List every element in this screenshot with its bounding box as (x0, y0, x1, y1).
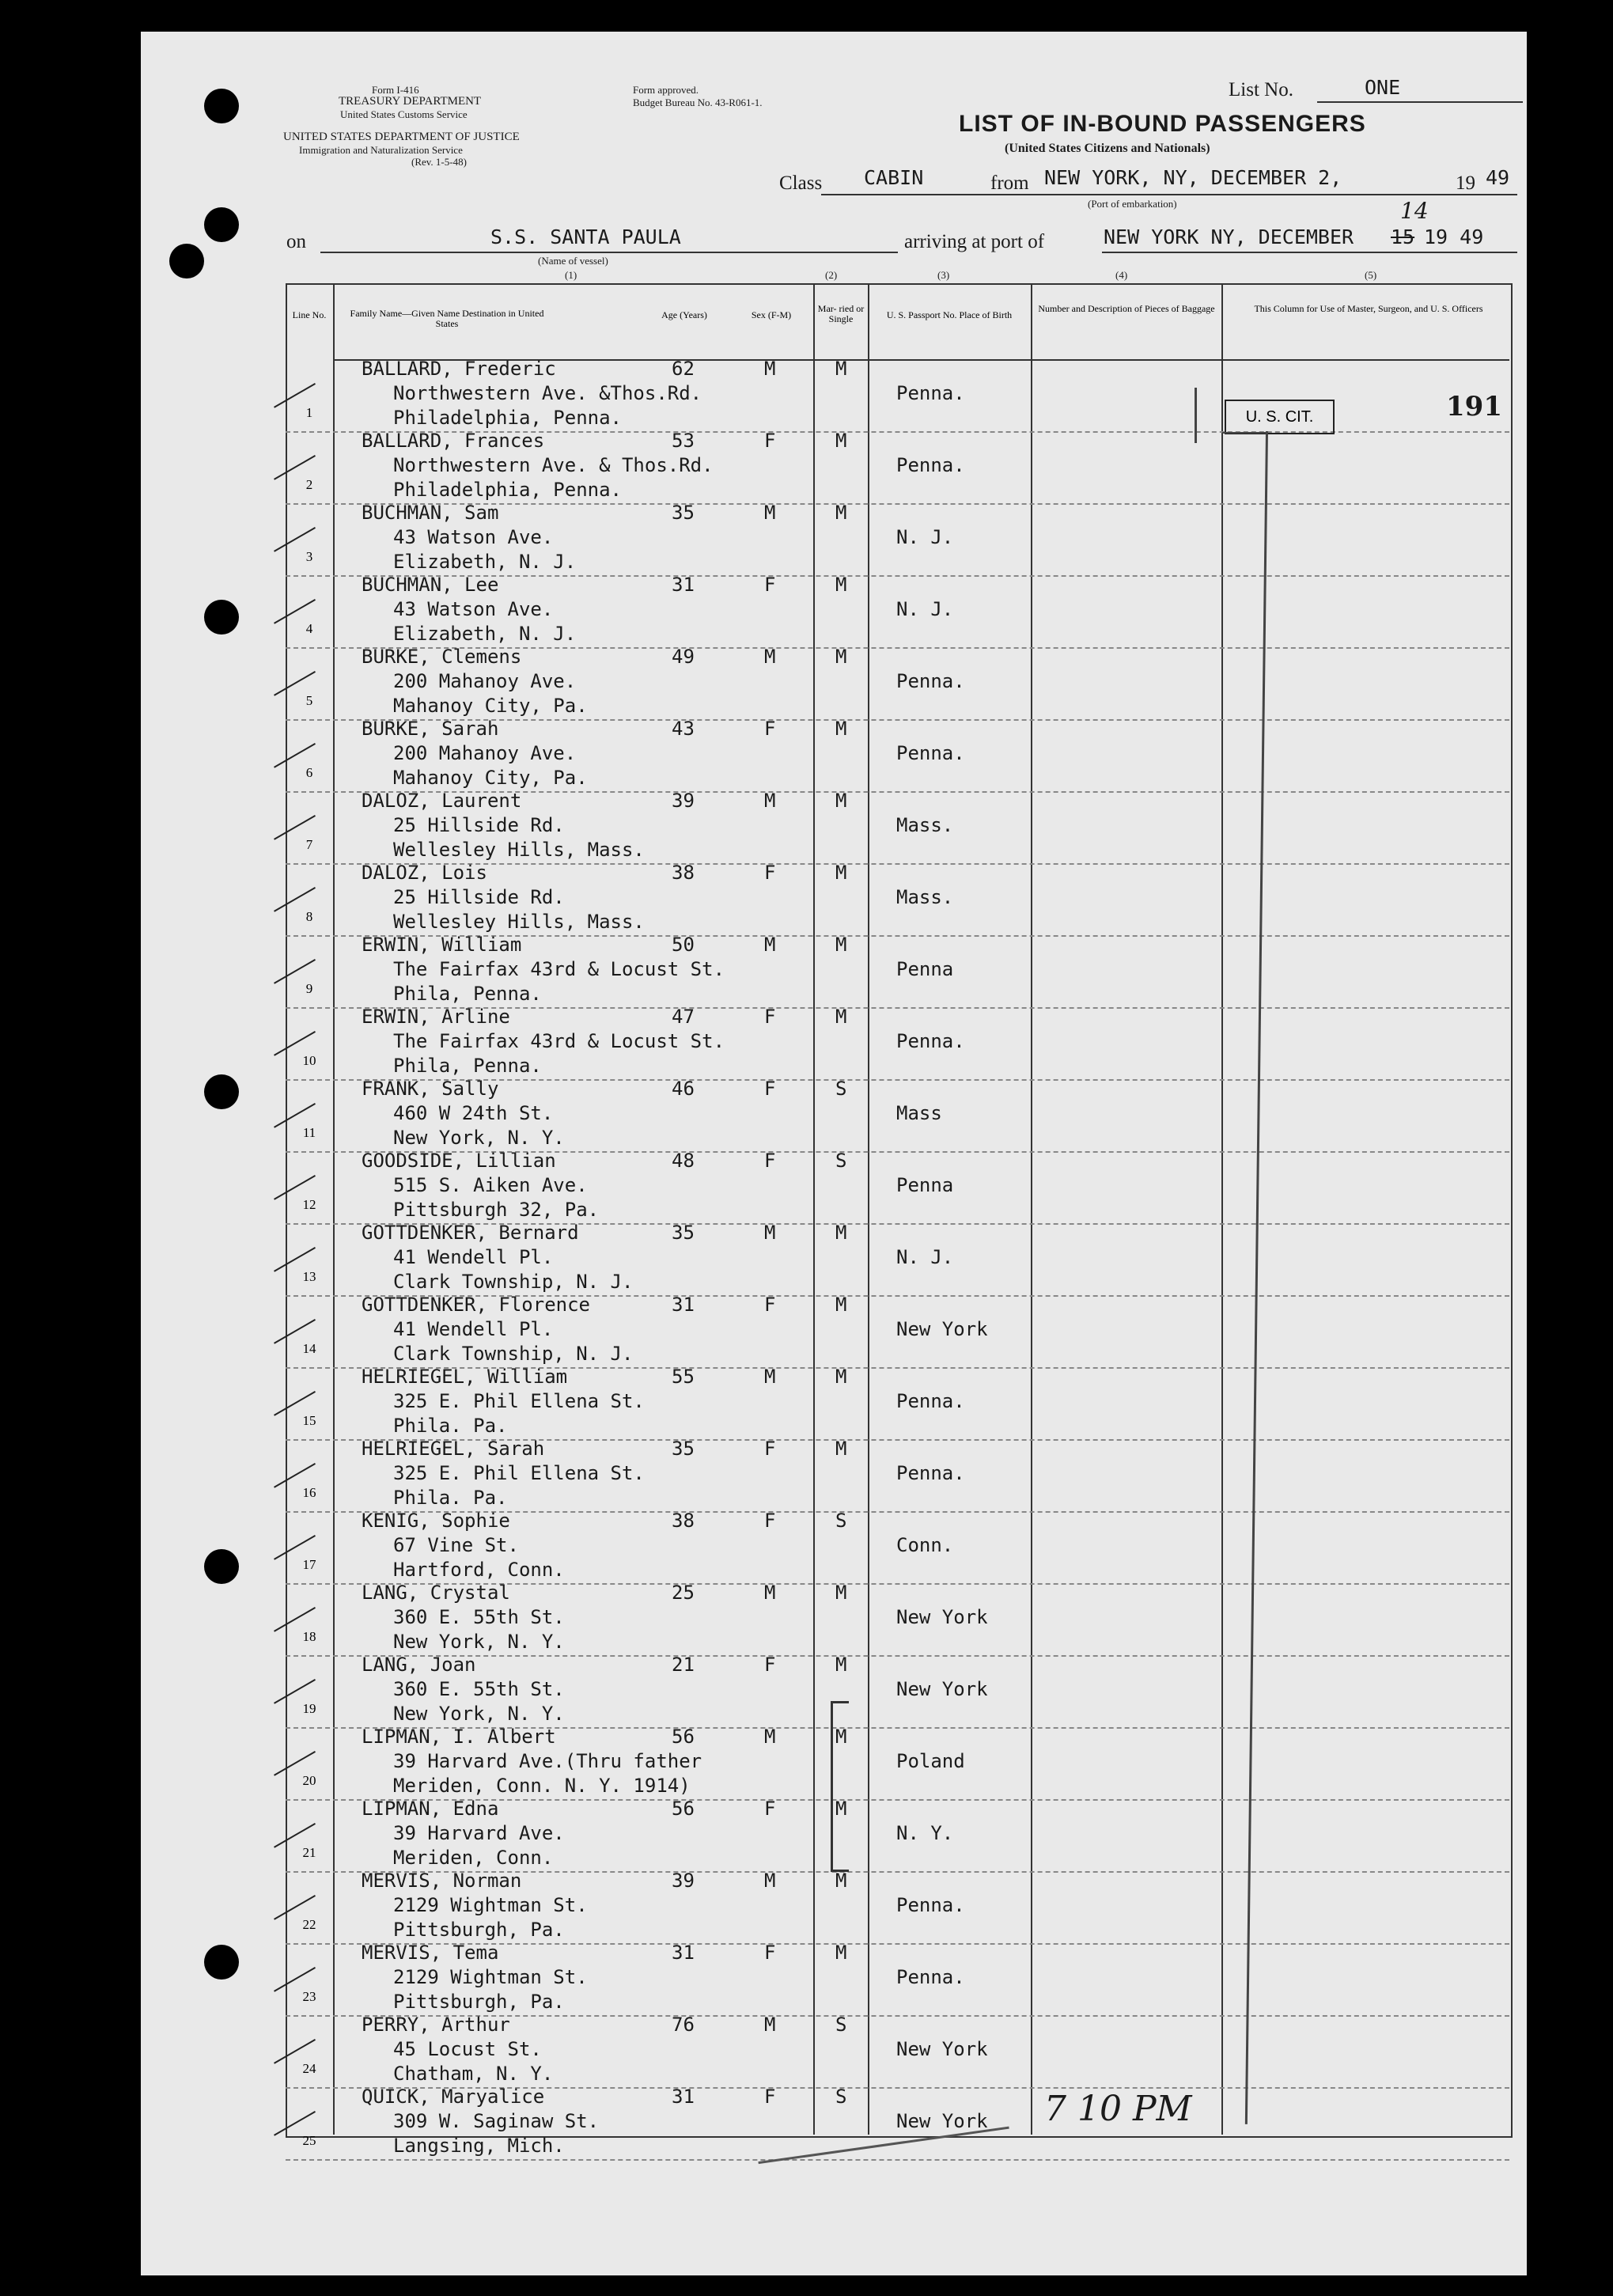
table-row (286, 719, 1509, 791)
address-line-2: New York, N. Y. (393, 1631, 565, 1653)
address-line-1: 460 W 24th St. (393, 1102, 554, 1124)
marital-status: M (835, 646, 847, 668)
marital-status: M (835, 790, 847, 812)
address-line-2: Meriden, Conn. (393, 1847, 554, 1869)
passenger-name: BALLARD, Frederic (362, 358, 556, 380)
passenger-name: GOTTDENKER, Bernard (362, 1222, 579, 1244)
bracket-mark (831, 1701, 849, 1872)
age: 55 (672, 1366, 695, 1388)
sex: M (764, 1870, 776, 1892)
port-embarkation-caption: (Port of embarkation) (1088, 198, 1177, 210)
passenger-name: HELRIEGEL, Sarah (362, 1438, 545, 1460)
arriving-day-handwritten: 14 (1400, 198, 1429, 224)
col-num-4: (4) (1115, 269, 1128, 281)
line-number: 22 (302, 1917, 316, 1932)
punch-hole (204, 600, 239, 635)
list-no-label: List No. (1229, 79, 1293, 100)
col-num-3: (3) (937, 269, 950, 281)
stamp-count: 191 (1446, 391, 1502, 422)
sex: F (764, 1294, 776, 1316)
line-number: 2 (305, 477, 313, 492)
address-line-1: 45 Locust St. (393, 2038, 542, 2060)
marital-status: M (835, 718, 847, 740)
sex: F (764, 1510, 776, 1532)
table-row (286, 1007, 1509, 1079)
passenger-name: HELRIEGEL, William (362, 1366, 568, 1388)
marital-status: M (835, 1798, 847, 1820)
age: 62 (672, 358, 695, 380)
place-of-birth: Penna. (896, 1462, 965, 1484)
sex: F (764, 1438, 776, 1460)
marital-status: M (835, 1654, 847, 1676)
age: 25 (672, 1582, 695, 1604)
passenger-name: BURKE, Clemens (362, 646, 522, 668)
marital-status: S (835, 2014, 847, 2036)
page-title: LIST OF IN-BOUND PASSENGERS (959, 111, 1366, 137)
line-number: 11 (302, 1125, 316, 1140)
address-line-2: Phila, Penna. (393, 1055, 542, 1077)
marital-status: M (835, 1222, 847, 1244)
passenger-name: LANG, Crystal (362, 1582, 510, 1604)
vessel-caption: (Name of vessel) (538, 255, 608, 267)
table-row (286, 1943, 1509, 2015)
punch-hole (169, 244, 204, 278)
table-row (286, 1079, 1509, 1151)
form-number: Form I-416 (372, 84, 419, 96)
line-number: 4 (305, 621, 313, 636)
age: 38 (672, 1510, 695, 1532)
signature-time: 7 10 PM (1044, 2089, 1192, 2129)
marital-status: M (835, 502, 847, 524)
age: 35 (672, 1222, 695, 1244)
marital-status: S (835, 1510, 847, 1532)
marital-status: M (835, 1366, 847, 1388)
age: 56 (672, 1726, 695, 1748)
class-value: CABIN (864, 166, 924, 189)
place-of-birth: Mass. (896, 814, 954, 836)
marital-status: M (835, 934, 847, 956)
address-line-2: Elizabeth, N. J. (393, 623, 577, 645)
place-of-birth: New York (896, 1606, 988, 1628)
address-line-2: Clark Township, N. J. (393, 1271, 634, 1293)
revision: (Rev. 1-5-48) (411, 156, 467, 168)
place-of-birth: Mass (896, 1102, 942, 1124)
marital-status: M (835, 358, 847, 380)
address-line-1: 43 Watson Ave. (393, 598, 554, 620)
place-of-birth: Penna. (896, 742, 965, 764)
address-line-2: Pittsburgh 32, Pa. (393, 1199, 600, 1221)
marital-status: M (835, 862, 847, 884)
line-number: 21 (302, 1845, 316, 1860)
form-approved: Form approved. (633, 84, 699, 96)
place-of-birth: Penna. (896, 670, 965, 692)
col-num-1: (1) (565, 269, 577, 281)
place-of-birth: Penna. (896, 382, 965, 404)
punch-hole (204, 1074, 239, 1109)
passenger-name: GOODSIDE, Lillian (362, 1150, 556, 1172)
address-line-1: 43 Watson Ave. (393, 526, 554, 548)
passenger-name: GOTTDENKER, Florence (362, 1294, 590, 1316)
age: 49 (672, 646, 695, 668)
sex: F (764, 2086, 776, 2108)
passenger-name: PERRY, Arthur (362, 2014, 510, 2036)
marital-status: M (835, 1294, 847, 1316)
sex: F (764, 574, 776, 596)
address-line-1: 2129 Wightman St. (393, 1894, 588, 1916)
place-of-birth: Penna. (896, 1390, 965, 1412)
table-row (286, 575, 1509, 647)
address-line-2: Wellesley Hills, Mass. (393, 911, 645, 933)
age: 53 (672, 430, 695, 452)
sex: F (764, 1798, 776, 1820)
sex: M (764, 358, 776, 380)
address-line-1: Northwestern Ave. & Thos.Rd. (393, 454, 714, 476)
age: 21 (672, 1654, 695, 1676)
age: 76 (672, 2014, 695, 2036)
header-line-no: Line No. (292, 309, 327, 320)
address-line-2: Langsing, Mich. (393, 2135, 565, 2157)
address-line-1: 200 Mahanoy Ave. (393, 742, 577, 764)
line-number: 6 (305, 765, 313, 780)
age: 56 (672, 1798, 695, 1820)
table-row (286, 503, 1509, 575)
sex: F (764, 1150, 776, 1172)
justice-dept: UNITED STATES DEPARTMENT OF JUSTICE (283, 131, 520, 143)
from-year-prefix: 19 (1456, 172, 1475, 194)
sex: M (764, 1726, 776, 1748)
line-number: 25 (302, 2133, 316, 2148)
header-name: Family Name—Given Name Destination in United States (350, 308, 544, 329)
passenger-name: FRANK, Sally (362, 1078, 499, 1100)
table-row (286, 1655, 1509, 1727)
address-line-2: Chatham, N. Y. (393, 2063, 554, 2085)
sex: M (764, 1222, 776, 1244)
page-subtitle: (United States Citizens and Nationals) (1005, 142, 1210, 155)
on-label: on (286, 231, 306, 252)
line-number: 13 (302, 1269, 316, 1284)
address-line-2: Pittsburgh, Pa. (393, 1919, 565, 1941)
arriving-day-struck: 15 (1391, 225, 1415, 248)
line-number: 15 (302, 1413, 316, 1428)
table-row (286, 1367, 1509, 1439)
class-label: Class (779, 172, 823, 194)
passenger-name: LIPMAN, I. Albert (362, 1726, 556, 1748)
passenger-name: ERWIN, William (362, 934, 522, 956)
address-line-1: 39 Harvard Ave.(Thru father (393, 1750, 702, 1772)
punch-hole (204, 1945, 239, 1980)
passenger-name: BUCHMAN, Sam (362, 502, 499, 524)
age: 39 (672, 1870, 695, 1892)
line-number: 17 (302, 1557, 316, 1572)
age: 35 (672, 502, 695, 524)
punch-hole (204, 207, 239, 242)
address-line-1: 325 E. Phil Ellena St. (393, 1390, 645, 1412)
list-no-value: ONE (1365, 76, 1401, 99)
address-line-1: 325 E. Phil Ellena St. (393, 1462, 645, 1484)
header-married: Mar- ried or Single (817, 303, 865, 324)
sex: M (764, 646, 776, 668)
address-line-1: 25 Hillside Rd. (393, 886, 565, 908)
place-of-birth: Penna. (896, 1894, 965, 1916)
sex: F (764, 1654, 776, 1676)
header-age: Age (Years) (661, 309, 707, 320)
address-line-2: Pittsburgh, Pa. (393, 1991, 565, 2013)
age: 35 (672, 1438, 695, 1460)
line-number: 19 (302, 1701, 316, 1716)
marital-status: M (835, 430, 847, 452)
table-row (286, 791, 1509, 863)
age: 47 (672, 1006, 695, 1028)
passenger-name: KENIG, Sophie (362, 1510, 510, 1532)
sex: F (764, 718, 776, 740)
address-line-1: 515 S. Aiken Ave. (393, 1174, 588, 1196)
address-line-2: Clark Township, N. J. (393, 1343, 634, 1365)
table-row (286, 863, 1509, 935)
place-of-birth: Mass. (896, 886, 954, 908)
arriving-year: 19 49 (1424, 225, 1484, 248)
col-num-2: (2) (825, 269, 838, 281)
address-line-1: 360 E. 55th St. (393, 1606, 565, 1628)
header-baggage: Number and Description of Pieces of Baggage (1038, 303, 1215, 314)
line-number: 16 (302, 1485, 316, 1500)
table-row (286, 1439, 1509, 1511)
place-of-birth: Penna (896, 958, 954, 980)
address-line-2: Mahanoy City, Pa. (393, 695, 588, 717)
address-line-1: Northwestern Ave. &Thos.Rd. (393, 382, 702, 404)
table-row (286, 1583, 1509, 1655)
place-of-birth: Penna. (896, 454, 965, 476)
age: 31 (672, 1294, 695, 1316)
line-number: 23 (302, 1989, 316, 2004)
sex: M (764, 934, 776, 956)
immigration-service: Immigration and Naturalization Service (299, 144, 463, 156)
address-line-2: Phila. Pa. (393, 1487, 508, 1509)
address-line-1: 360 E. 55th St. (393, 1678, 565, 1700)
age: 50 (672, 934, 695, 956)
place-of-birth: Poland (896, 1750, 965, 1772)
address-line-1: 67 Vine St. (393, 1534, 519, 1556)
address-line-2: Mahanoy City, Pa. (393, 767, 588, 789)
from-value: NEW YORK, NY, DECEMBER 2, (1044, 166, 1342, 189)
place-of-birth: New York (896, 2038, 988, 2060)
place-of-birth: Penna. (896, 1030, 965, 1052)
line-number: 5 (305, 693, 313, 708)
line-number: 3 (305, 549, 313, 564)
passenger-name: QUICK, Maryalice (362, 2086, 545, 2108)
table-row (286, 1223, 1509, 1295)
place-of-birth: Penna (896, 1174, 954, 1196)
header-officers: This Column for Use of Master, Surgeon, and U. S. Officers (1254, 303, 1483, 314)
sex: F (764, 430, 776, 452)
passenger-name: LIPMAN, Edna (362, 1798, 499, 1820)
customs-service: United States Customs Service (340, 108, 468, 120)
arriving-value: NEW YORK NY, DECEMBER (1104, 225, 1354, 248)
passenger-name: DALOZ, Laurent (362, 790, 522, 812)
passenger-name: MERVIS, Norman (362, 1870, 522, 1892)
address-line-1: 200 Mahanoy Ave. (393, 670, 577, 692)
table-row (286, 2015, 1509, 2087)
marital-status: M (835, 1942, 847, 1964)
sex: F (764, 862, 776, 884)
marital-status: M (835, 1726, 847, 1748)
age: 38 (672, 862, 695, 884)
table-row (286, 431, 1509, 503)
arriving-label: arriving at port of (904, 231, 1045, 252)
line-number: 10 (302, 1053, 316, 1068)
address-line-2: Wellesley Hills, Mass. (393, 839, 645, 861)
address-line-1: 2129 Wightman St. (393, 1966, 588, 1988)
from-label: from (990, 172, 1029, 194)
from-year: 49 (1486, 166, 1510, 189)
punch-hole (204, 89, 239, 123)
address-line-2: New York, N. Y. (393, 1127, 565, 1149)
age: 43 (672, 718, 695, 740)
table-row (286, 1151, 1509, 1223)
address-line-1: 25 Hillside Rd. (393, 814, 565, 836)
place-of-birth: N. Y. (896, 1822, 954, 1844)
address-line-2: Elizabeth, N. J. (393, 551, 577, 573)
punch-hole (204, 1549, 239, 1584)
age: 39 (672, 790, 695, 812)
us-citizen-stamp: U. S. CIT. (1225, 400, 1335, 434)
sex: M (764, 1582, 776, 1604)
marital-status: S (835, 2086, 847, 2108)
header-passport: U. S. Passport No. Place of Birth (886, 309, 1013, 320)
col-num-5: (5) (1365, 269, 1377, 281)
passenger-name: BALLARD, Frances (362, 430, 545, 452)
address-line-2: Philadelphia, Penna. (393, 407, 622, 429)
sex: F (764, 1078, 776, 1100)
table-row (286, 1295, 1509, 1367)
address-line-1: 41 Wendell Pl. (393, 1318, 554, 1340)
marital-status: M (835, 574, 847, 596)
budget-bureau: Budget Bureau No. 43-R061-1. (633, 97, 763, 108)
sex: F (764, 1006, 776, 1028)
address-line-1: The Fairfax 43rd & Locust St. (393, 958, 725, 980)
marital-status: M (835, 1438, 847, 1460)
place-of-birth: N. J. (896, 598, 954, 620)
address-line-2: Phila. Pa. (393, 1415, 508, 1437)
line-number: 7 (305, 837, 313, 852)
marital-status: S (835, 1078, 847, 1100)
passenger-name: MERVIS, Tema (362, 1942, 499, 1964)
table-row (286, 1727, 1509, 1799)
place-of-birth: New York (896, 1318, 988, 1340)
treasury-dept: TREASURY DEPARTMENT (339, 95, 482, 108)
passenger-name: BURKE, Sarah (362, 718, 499, 740)
line-number: 1 (305, 405, 313, 420)
place-of-birth: Conn. (896, 1534, 954, 1556)
age: 31 (672, 1942, 695, 1964)
table-row (286, 1799, 1509, 1871)
age: 48 (672, 1150, 695, 1172)
passenger-name: DALOZ, Lois (362, 862, 487, 884)
vessel-name: S.S. SANTA PAULA (490, 225, 681, 248)
marital-status: M (835, 1870, 847, 1892)
address-line-1: 309 W. Saginaw St. (393, 2110, 600, 2132)
age: 31 (672, 574, 695, 596)
sex: F (764, 1942, 776, 1964)
table-row (286, 1871, 1509, 1943)
table-row (286, 1511, 1509, 1583)
line-number: 8 (305, 909, 313, 924)
table-row (286, 647, 1509, 719)
age: 46 (672, 1078, 695, 1100)
line-number: 14 (302, 1341, 316, 1356)
line-number: 18 (302, 1629, 316, 1644)
place-of-birth: New York (896, 2110, 988, 2132)
sex: M (764, 1366, 776, 1388)
passenger-name: BUCHMAN, Lee (362, 574, 499, 596)
address-line-2: Meriden, Conn. N. Y. 1914) (393, 1775, 691, 1797)
address-line-2: New York, N. Y. (393, 1703, 565, 1725)
line-number: 9 (305, 981, 313, 996)
sex: M (764, 502, 776, 524)
place-of-birth: New York (896, 1678, 988, 1700)
sex: M (764, 2014, 776, 2036)
place-of-birth: N. J. (896, 526, 954, 548)
marital-status: S (835, 1150, 847, 1172)
address-line-1: 41 Wendell Pl. (393, 1246, 554, 1268)
header-sex: Sex (F-M) (751, 309, 792, 320)
line-number: 20 (302, 1773, 316, 1788)
line-number: 24 (302, 2061, 316, 2076)
place-of-birth: Penna. (896, 1966, 965, 1988)
address-line-2: Hartford, Conn. (393, 1559, 565, 1581)
age: 31 (672, 2086, 695, 2108)
marital-status: M (835, 1006, 847, 1028)
sex: M (764, 790, 776, 812)
marital-status: M (835, 1582, 847, 1604)
place-of-birth: N. J. (896, 1246, 954, 1268)
passenger-name: ERWIN, Arline (362, 1006, 510, 1028)
passenger-name: LANG, Joan (362, 1654, 476, 1676)
address-line-1: 39 Harvard Ave. (393, 1822, 565, 1844)
address-line-1: The Fairfax 43rd & Locust St. (393, 1030, 725, 1052)
address-line-2: Phila, Penna. (393, 983, 542, 1005)
table-row (286, 935, 1509, 1007)
line-number: 12 (302, 1197, 316, 1212)
address-line-2: Philadelphia, Penna. (393, 479, 622, 501)
